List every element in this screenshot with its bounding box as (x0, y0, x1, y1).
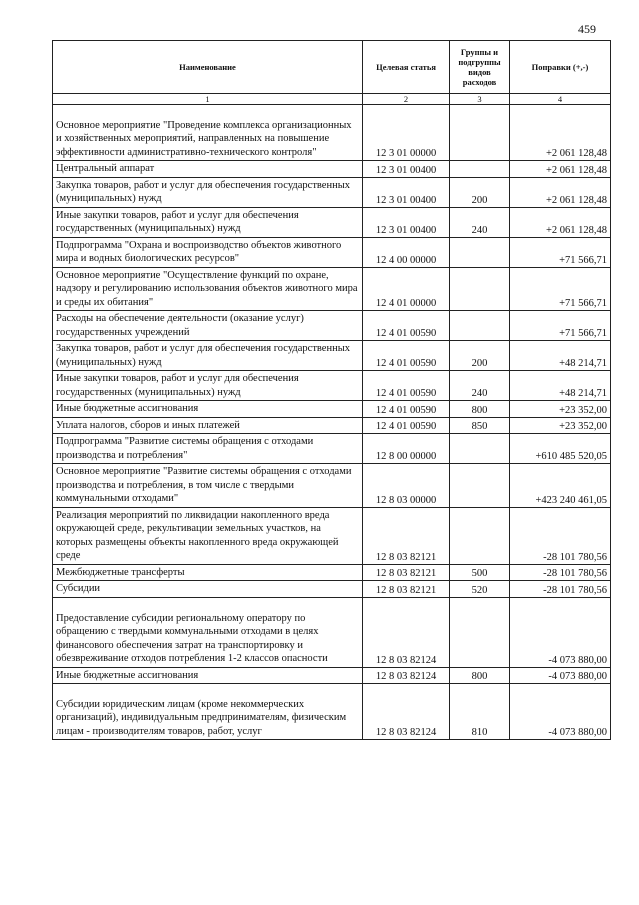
table-row (53, 267, 611, 311)
header-name: Наименование (53, 41, 363, 94)
row-name: Субсидии юридическим лицам (кроме некоммерческих организаций), индивидуальным предпринимателям, физическим лицам - производителям товаров, работ, услуг (53, 684, 363, 740)
row-target-code: 12 8 03 82124 (363, 667, 450, 684)
table-row (53, 311, 611, 341)
row-group: 800 (450, 667, 510, 684)
row-amount: -28 101 780,56 (510, 507, 611, 564)
row-amount: +423 240 461,05 (510, 464, 611, 508)
row-amount: -28 101 780,56 (510, 581, 611, 598)
column-number: 3 (450, 94, 510, 105)
table-row (53, 371, 611, 401)
row-group: 520 (450, 581, 510, 598)
row-target-code: 12 8 03 82121 (363, 564, 450, 581)
table-header-row (53, 41, 611, 94)
row-group (450, 434, 510, 464)
row-group: 800 (450, 401, 510, 418)
row-name: Субсидии (53, 581, 363, 598)
row-target-code: 12 4 01 00590 (363, 401, 450, 418)
row-name: Иные бюджетные ассигнования (53, 401, 363, 418)
table-row (53, 207, 611, 237)
budget-table (52, 40, 611, 740)
header-amendments: Поправки (+,-) (510, 41, 611, 94)
table-row (53, 507, 611, 564)
row-target-code: 12 4 00 00000 (363, 237, 450, 267)
row-name: Подпрограмма "Развитие системы обращения с отходами производства и потребления" (53, 434, 363, 464)
table-row (53, 564, 611, 581)
row-name: Иные закупки товаров, работ и услуг для обеспечения государственных (муниципальных) нужд (53, 371, 363, 401)
row-amount: -4 073 880,00 (510, 667, 611, 684)
row-name: Подпрограмма "Охрана и воспроизводство объектов животного мира и водных биологических ресурсов" (53, 237, 363, 267)
table-row (53, 177, 611, 207)
row-amount: -28 101 780,56 (510, 564, 611, 581)
row-name: Основное мероприятие "Развитие системы обращения с отходами производства и потребления, в том числе с твердыми коммунальными отходами" (53, 464, 363, 508)
row-amount: +48 214,71 (510, 341, 611, 371)
table-row (53, 684, 611, 740)
row-name: Иные закупки товаров, работ и услуг для обеспечения государственных (муниципальных) нужд (53, 207, 363, 237)
row-target-code: 12 8 00 00000 (363, 434, 450, 464)
row-name: Центральный аппарат (53, 161, 363, 178)
table-row (53, 237, 611, 267)
column-number: 2 (363, 94, 450, 105)
row-group: 850 (450, 417, 510, 434)
row-group: 240 (450, 371, 510, 401)
table-body (53, 105, 611, 740)
row-target-code: 12 3 01 00400 (363, 177, 450, 207)
table-row (53, 434, 611, 464)
row-amount: +2 061 128,48 (510, 161, 611, 178)
table-row (53, 417, 611, 434)
row-target-code: 12 4 01 00590 (363, 371, 450, 401)
row-name: Закупка товаров, работ и услуг для обеспечения государственных (муниципальных) нужд (53, 341, 363, 371)
row-name: Иные бюджетные ассигнования (53, 667, 363, 684)
row-name: Основное мероприятие "Осуществление функций по охране, надзору и регулированию использования объектов животного мира и среды их обитания" (53, 267, 363, 311)
row-target-code: 12 8 03 00000 (363, 464, 450, 508)
row-amount: +48 214,71 (510, 371, 611, 401)
row-group (450, 507, 510, 564)
page-number: 459 (578, 22, 596, 36)
table-row (53, 401, 611, 418)
row-group (450, 105, 510, 161)
row-group (450, 161, 510, 178)
row-group: 200 (450, 341, 510, 371)
row-target-code: 12 3 01 00400 (363, 207, 450, 237)
row-amount: +610 485 520,05 (510, 434, 611, 464)
row-name: Реализация мероприятий по ликвидации накопленного вреда окружающей среде, рекультивации земельных участков, на которых размещены объекты накопленного вреда окружающей среде (53, 507, 363, 564)
row-group: 200 (450, 177, 510, 207)
row-name: Межбюджетные трансферты (53, 564, 363, 581)
row-group (450, 597, 510, 667)
table-row (53, 667, 611, 684)
row-name: Основное мероприятие "Проведение комплекса организационных и хозяйственных мероприятий, направленных на повышение эффективности административно-технического контроля" (53, 105, 363, 161)
row-amount: +2 061 128,48 (510, 177, 611, 207)
row-name: Уплата налогов, сборов и иных платежей (53, 417, 363, 434)
row-group: 240 (450, 207, 510, 237)
table-row (53, 105, 611, 161)
row-amount: -4 073 880,00 (510, 597, 611, 667)
row-amount: +71 566,71 (510, 237, 611, 267)
row-amount: +2 061 128,48 (510, 105, 611, 161)
row-group (450, 464, 510, 508)
row-name: Предоставление субсидии региональному оператору по обращению с твердыми коммунальными отходами в целях финансового обеспечения затрат на транспортировку и обезвреживание отходов потребления 1-2 классов опасности (53, 597, 363, 667)
header-groups: Группы и подгруппы видов расходов (450, 41, 510, 94)
row-target-code: 12 8 03 82121 (363, 581, 450, 598)
table-row (53, 464, 611, 508)
row-group (450, 311, 510, 341)
row-target-code: 12 4 01 00000 (363, 267, 450, 311)
table-row (53, 161, 611, 178)
table-row (53, 581, 611, 598)
row-group (450, 267, 510, 311)
row-amount: +23 352,00 (510, 401, 611, 418)
row-target-code: 12 4 01 00590 (363, 311, 450, 341)
row-amount: -4 073 880,00 (510, 684, 611, 740)
row-name: Расходы на обеспечение деятельности (оказание услуг) государственных учреждений (53, 311, 363, 341)
row-amount: +71 566,71 (510, 267, 611, 311)
row-group (450, 237, 510, 267)
table-row (53, 597, 611, 667)
row-amount: +23 352,00 (510, 417, 611, 434)
column-number-row (53, 94, 611, 105)
row-target-code: 12 4 01 00590 (363, 417, 450, 434)
row-target-code: 12 4 01 00590 (363, 341, 450, 371)
column-number: 1 (53, 94, 363, 105)
table-row (53, 341, 611, 371)
row-target-code: 12 8 03 82124 (363, 597, 450, 667)
row-target-code: 12 3 01 00400 (363, 161, 450, 178)
column-number: 4 (510, 94, 611, 105)
row-target-code: 12 3 01 00000 (363, 105, 450, 161)
row-target-code: 12 8 03 82121 (363, 507, 450, 564)
row-amount: +2 061 128,48 (510, 207, 611, 237)
row-target-code: 12 8 03 82124 (363, 684, 450, 740)
row-name: Закупка товаров, работ и услуг для обеспечения государственных (муниципальных) нужд (53, 177, 363, 207)
row-amount: +71 566,71 (510, 311, 611, 341)
row-group: 500 (450, 564, 510, 581)
header-target: Целевая статья (363, 41, 450, 94)
row-group: 810 (450, 684, 510, 740)
